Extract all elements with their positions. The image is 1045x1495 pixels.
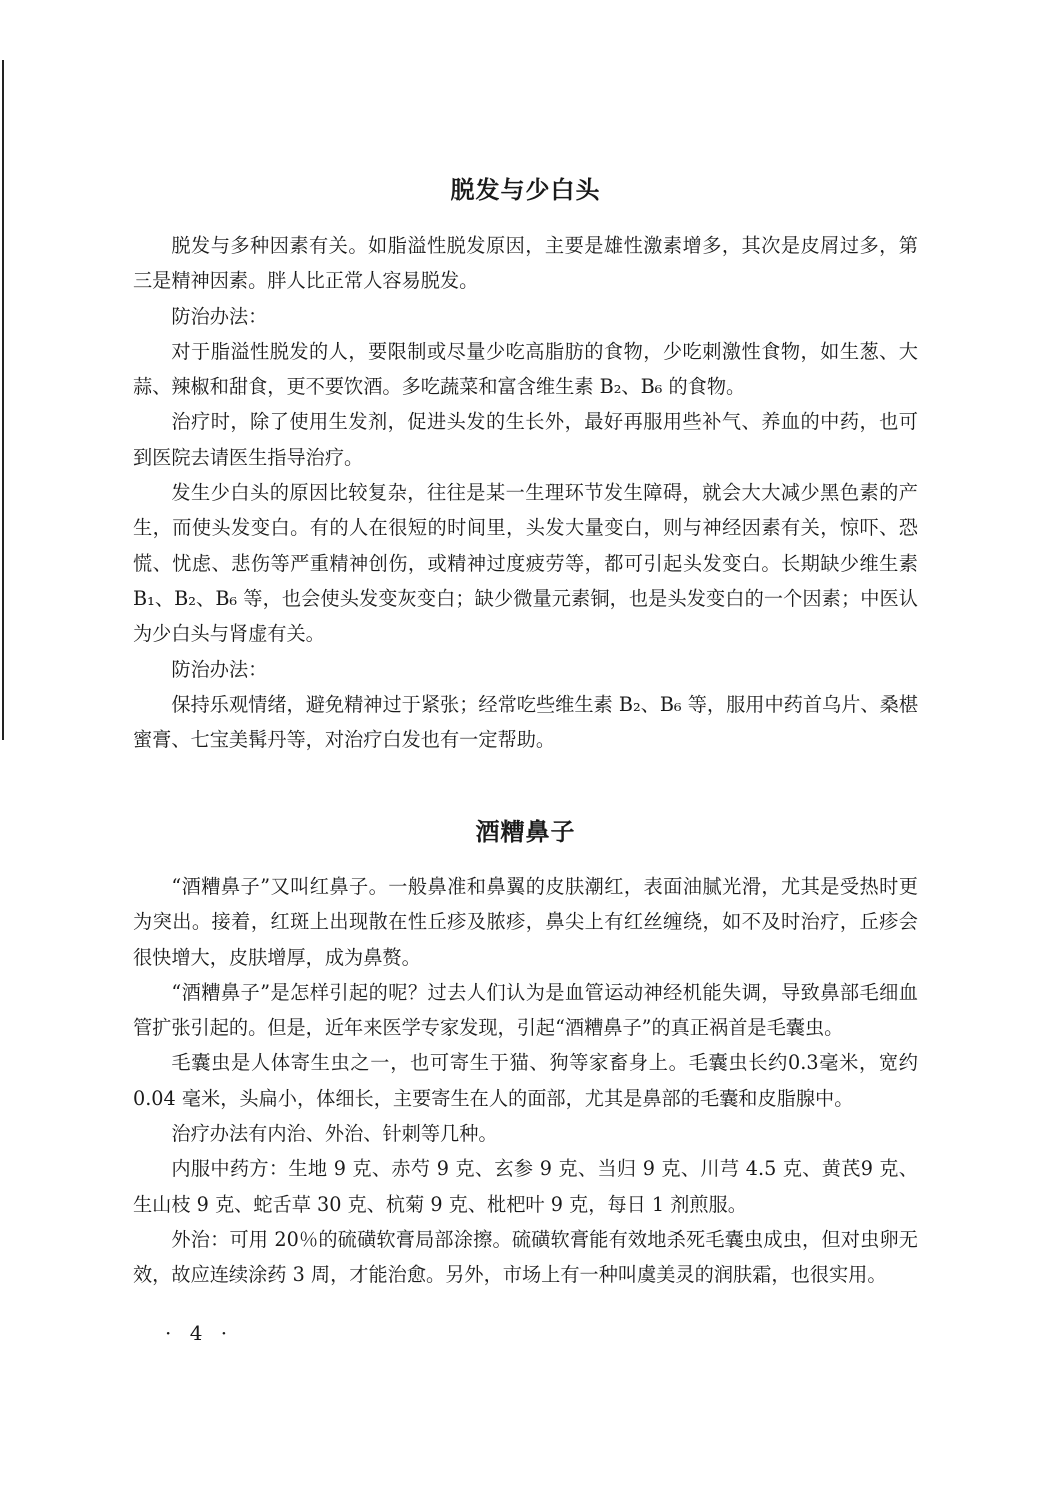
paragraph: “酒糟鼻子”又叫红鼻子。一般鼻准和鼻翼的皮肤潮红，表面油腻光滑，尤其是受热时更为突出。接着，红斑上出现散在性丘疹及脓疹，鼻尖上有红丝缠绕，如不及时治疗，丘疹会很快增大，皮肤增厚，成为鼻赘。 (133, 875, 918, 969)
section-title-rosacea: 酒糟鼻子 (475, 818, 576, 846)
paragraph: 治疗时，除了使用生发剂，促进头发的生长外，最好再服用些补气、养血的中药，也可到医院去请医生指导治疗。 (133, 410, 918, 469)
paragraph: 发生少白头的原因比较复杂，往往是某一生理环节发生障碍，就会大大减少黑色素的产生，而使头发变白。有的人在很短的时间里，头发大量变白，则与神经因素有关，惊吓、恐慌、忧虑、悲伤等严重精神创伤，或精神过度疲劳等，都可引起头发变白。长期缺少维生素 B₁、B₂、B₆ 等，也会使头发变灰变白；缺少微量元素铜，也是头发变白的一个因素；中医认为少白头与肾虚有关。 (133, 481, 918, 646)
paragraph: 保持乐观情绪，避免精神过于紧张；经常吃些维生素 B₂、B₆ 等，服用中药首乌片、桑椹蜜膏、七宝美髯丹等，对治疗白发也有一定帮助。 (133, 692, 918, 752)
paragraph-heading: 防治办法： (171, 657, 268, 681)
paragraph: “酒糟鼻子”是怎样引起的呢？过去人们认为是血管运动神经机能失调，导致鼻部毛细血管扩张引起的。但是，近年来医学专家发现，引起“酒糟鼻子”的真正祸首是毛囊虫。 (133, 980, 918, 1040)
section-title-hair-loss: 脱发与少白头 (450, 176, 601, 204)
scan-margin-line (2, 60, 4, 740)
paragraph: 毛囊虫是人体寄生虫之一，也可寄生于猫、狗等家畜身上。毛囊虫长约0.3毫米，宽约 0.04 毫米，头扁小，体细长，主要寄生在人的面部，尤其是鼻部的毛囊和皮脂腺中。 (133, 1051, 918, 1110)
paragraph: 外治：可用 20％的硫磺软膏局部涂擦。硫磺软膏能有效地杀死毛囊虫成虫，但对虫卵无效，故应连续涂药 3 周，才能治愈。另外，市场上有一种叫虞美灵的润肤霜，也很实用。 (133, 1227, 918, 1287)
page-number: · 4 · (165, 1321, 234, 1345)
paragraph: 脱发与多种因素有关。如脂溢性脱发原因，主要是雄性激素增多，其次是皮屑过多，第三是精神因素。胖人比正常人容易脱发。 (133, 234, 918, 293)
paragraph-heading: 防治办法： (171, 304, 268, 328)
section-body-rosacea (133, 869, 918, 1293)
section-body-hair-loss (133, 228, 918, 757)
paragraph: 对于脂溢性脱发的人，要限制或尽量少吃高脂肪的食物，少吃刺激性食物，如生葱、大蒜、辣椒和甜食，更不要饮酒。多吃蔬菜和富含维生素 B₂、B₆ 的食物。 (133, 339, 918, 399)
paragraph: 治疗办法有内治、外治、针刺等几种。 (171, 1122, 498, 1146)
paragraph: 内服中药方：生地 9 克、赤芍 9 克、玄参 9 克、当归 9 克、川芎 4.5 克、黄芪9 克、生山枝 9 克、蛇舌草 30 克、杭菊 9 克、枇杷叶 9 克，每日 1 剂煎服。 (133, 1157, 918, 1216)
